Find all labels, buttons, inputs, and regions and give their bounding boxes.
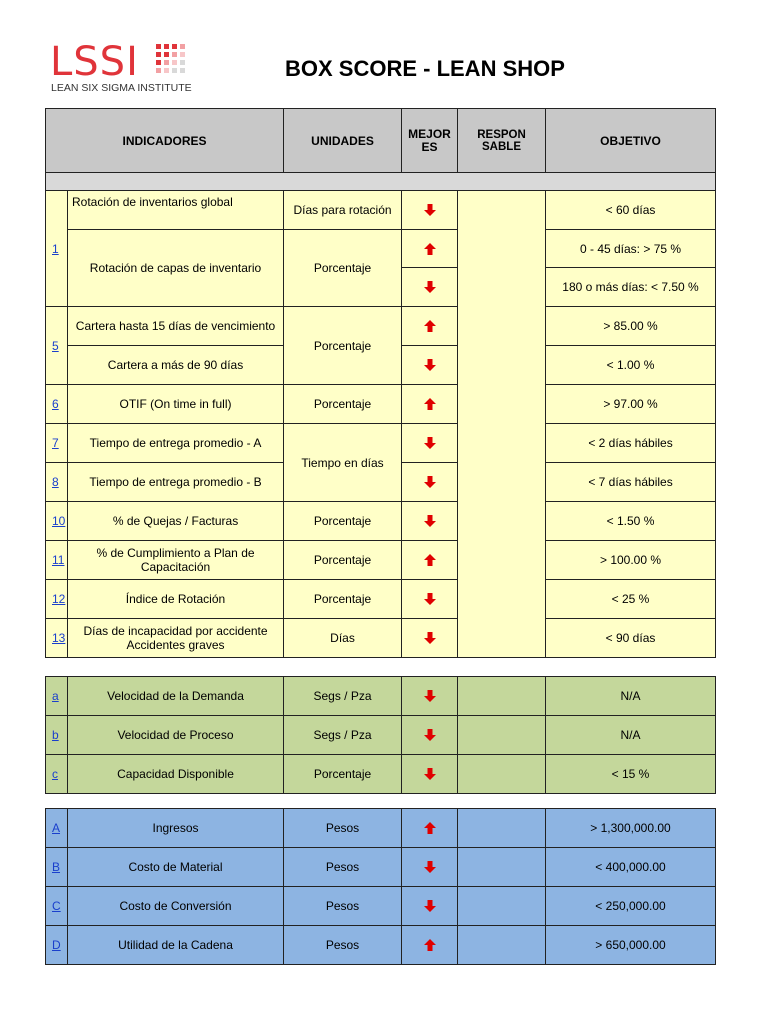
spacer-row [46, 173, 716, 191]
indicator-name: Ingresos [68, 809, 284, 848]
up-arrow-icon [423, 319, 437, 333]
indicator-name: Velocidad de la Demanda [68, 677, 284, 716]
indicator-name: Tiempo de entrega promedio - B [68, 463, 284, 502]
table-row [46, 809, 716, 848]
indicator-name: Cartera hasta 15 días de vencimiento [68, 307, 284, 346]
responsable-cell[interactable] [458, 887, 546, 926]
arrow-cell [402, 268, 458, 307]
arrow-cell [402, 463, 458, 502]
unit-cell: Porcentaje [284, 755, 402, 794]
responsable-cell[interactable] [458, 755, 546, 794]
indicator-number[interactable] [46, 926, 68, 965]
arrow-cell [402, 307, 458, 346]
up-arrow-icon [423, 938, 437, 952]
col-header-indicadores: INDICADORES [46, 109, 284, 173]
indicator-name: % de Quejas / Facturas [68, 502, 284, 541]
unit-cell: Segs / Pza [284, 677, 402, 716]
col-header-mejor-es: MEJOR ES [402, 109, 458, 173]
box-score-table [45, 108, 716, 658]
indicator-number[interactable] [46, 619, 68, 658]
objective-cell: 0 - 45 días: > 75 % [546, 230, 716, 268]
indicator-link[interactable]: 1 [52, 241, 59, 256]
responsable-cell[interactable] [458, 677, 546, 716]
lssi-logo [50, 39, 192, 100]
unit-cell: Porcentaje [284, 580, 402, 619]
operational-table [45, 676, 716, 794]
table-row [46, 755, 716, 794]
objective-cell: < 90 días [546, 619, 716, 658]
indicator-number[interactable] [46, 502, 68, 541]
indicator-link[interactable]: 10 [52, 514, 66, 528]
unit-cell: Pesos [284, 926, 402, 965]
indicator-name: Tiempo de entrega promedio - A [68, 424, 284, 463]
objective-cell: < 60 días [546, 191, 716, 230]
responsable-cell[interactable] [458, 716, 546, 755]
indicator-link[interactable]: 8 [52, 475, 59, 489]
objective-cell: < 15 % [546, 755, 716, 794]
objective-cell: N/A [546, 716, 716, 755]
indicator-link[interactable]: D [52, 938, 61, 952]
down-arrow-icon [423, 899, 437, 913]
down-arrow-icon [423, 358, 437, 372]
arrow-cell [402, 424, 458, 463]
objective-cell: < 25 % [546, 580, 716, 619]
financial-table [45, 808, 716, 965]
unit-cell: Pesos [284, 887, 402, 926]
up-arrow-icon [423, 821, 437, 835]
objective-cell: < 250,000.00 [546, 887, 716, 926]
up-arrow-icon [423, 242, 437, 256]
table-row [46, 502, 716, 541]
down-arrow-icon [423, 728, 437, 742]
down-arrow-icon [423, 631, 437, 645]
table-row [46, 926, 716, 965]
unit-cell: Tiempo en días [284, 424, 402, 502]
indicator-link[interactable]: b [52, 728, 59, 742]
table-row [46, 619, 716, 658]
indicator-name: Rotación de inventarios global [68, 191, 284, 230]
arrow-cell [402, 580, 458, 619]
indicator-link[interactable]: 5 [52, 338, 59, 353]
objective-cell: < 400,000.00 [546, 848, 716, 887]
indicator-number[interactable] [46, 848, 68, 887]
table-row [46, 716, 716, 755]
indicator-name: Rotación de capas de inventario [68, 230, 284, 307]
indicator-name: Costo de Conversión [68, 887, 284, 926]
unit-cell: Porcentaje [284, 541, 402, 580]
indicator-link[interactable]: 7 [52, 436, 59, 450]
unit-cell: Porcentaje [284, 385, 402, 424]
unit-cell: Porcentaje [284, 307, 402, 385]
up-arrow-icon [423, 553, 437, 567]
objective-cell: > 100.00 % [546, 541, 716, 580]
logo-subtitle: LEAN SIX SIGMA INSTITUTE [51, 82, 192, 94]
arrow-cell [402, 677, 458, 716]
arrow-cell [402, 716, 458, 755]
indicator-link[interactable]: 6 [52, 397, 59, 411]
arrow-cell [402, 755, 458, 794]
indicator-number[interactable] [46, 463, 68, 502]
indicator-name: Capacidad Disponible [68, 755, 284, 794]
indicator-name: Días de incapacidad por accidente Accidentes graves [68, 619, 284, 658]
indicator-name: OTIF (On time in full) [68, 385, 284, 424]
down-arrow-icon [423, 475, 437, 489]
arrow-cell [402, 346, 458, 385]
col-header-responsable: RESPON SABLE [458, 109, 546, 173]
objective-cell: N/A [546, 677, 716, 716]
arrow-cell [402, 191, 458, 230]
indicator-number[interactable] [46, 541, 68, 580]
unit-cell: Porcentaje [284, 230, 402, 307]
indicator-number[interactable] [46, 307, 68, 385]
arrow-cell [402, 926, 458, 965]
indicator-number[interactable] [46, 191, 68, 307]
logo-dot-grid-icon [156, 44, 186, 78]
table-row [46, 541, 716, 580]
table-row [46, 677, 716, 716]
responsable-cell[interactable] [458, 191, 546, 658]
table-row [46, 307, 716, 346]
down-arrow-icon [423, 203, 437, 217]
responsable-cell[interactable] [458, 926, 546, 965]
indicator-link[interactable]: 11 [52, 553, 65, 567]
table-row [46, 580, 716, 619]
unit-cell: Porcentaje [284, 502, 402, 541]
table-header-row [46, 109, 716, 173]
page-title: BOX SCORE - LEAN SHOP [285, 56, 565, 81]
arrow-cell [402, 385, 458, 424]
arrow-cell [402, 541, 458, 580]
arrow-cell [402, 230, 458, 268]
indicator-link[interactable]: 12 [52, 592, 66, 606]
arrow-cell [402, 848, 458, 887]
logo-text: LSSI [50, 39, 139, 85]
indicator-link[interactable]: C [52, 899, 61, 913]
col-header-unidades: UNIDADES [284, 109, 402, 173]
indicator-number[interactable] [46, 755, 68, 794]
indicator-name: Velocidad de Proceso [68, 716, 284, 755]
table-row [46, 424, 716, 463]
responsable-cell[interactable] [458, 809, 546, 848]
arrow-cell [402, 502, 458, 541]
table-row [46, 887, 716, 926]
unit-cell: Pesos [284, 809, 402, 848]
table-row [46, 191, 716, 230]
indicator-number[interactable] [46, 887, 68, 926]
up-arrow-icon [423, 397, 437, 411]
table-row [46, 385, 716, 424]
indicator-name: Utilidad de la Cadena [68, 926, 284, 965]
indicator-link[interactable]: 13 [52, 631, 66, 645]
responsable-cell[interactable] [458, 848, 546, 887]
arrow-cell [402, 809, 458, 848]
objective-cell: 180 o más días: < 7.50 % [546, 268, 716, 307]
objective-cell: > 1,300,000.00 [546, 809, 716, 848]
indicator-name: % de Cumplimiento a Plan de Capacitación [68, 541, 284, 580]
down-arrow-icon [423, 592, 437, 606]
unit-cell: Días para rotación [284, 191, 402, 230]
objective-cell: > 85.00 % [546, 307, 716, 346]
objective-cell: > 650,000.00 [546, 926, 716, 965]
indicator-number[interactable] [46, 385, 68, 424]
indicator-name: Índice de Rotación [68, 580, 284, 619]
objective-cell: < 7 días hábiles [546, 463, 716, 502]
indicator-number[interactable] [46, 424, 68, 463]
col-header-objetivo: OBJETIVO [546, 109, 716, 173]
down-arrow-icon [423, 767, 437, 781]
arrow-cell [402, 887, 458, 926]
objective-cell: > 97.00 % [546, 385, 716, 424]
indicator-link[interactable]: B [52, 860, 61, 874]
unit-cell: Pesos [284, 848, 402, 887]
indicator-link[interactable]: A [52, 821, 61, 835]
objective-cell: < 2 días hábiles [546, 424, 716, 463]
indicator-number[interactable] [46, 809, 68, 848]
down-arrow-icon [423, 689, 437, 703]
indicator-number[interactable] [46, 677, 68, 716]
unit-cell: Días [284, 619, 402, 658]
table-row [46, 848, 716, 887]
table-row [46, 230, 716, 268]
arrow-cell [402, 619, 458, 658]
objective-cell: < 1.00 % [546, 346, 716, 385]
indicator-link[interactable]: a [52, 689, 59, 703]
indicator-number[interactable] [46, 716, 68, 755]
down-arrow-icon [423, 860, 437, 874]
down-arrow-icon [423, 280, 437, 294]
indicator-number[interactable] [46, 580, 68, 619]
objective-cell: < 1.50 % [546, 502, 716, 541]
indicator-name: Costo de Material [68, 848, 284, 887]
indicator-link[interactable]: c [52, 767, 58, 781]
indicator-name: Cartera a más de 90 días [68, 346, 284, 385]
down-arrow-icon [423, 436, 437, 450]
unit-cell: Segs / Pza [284, 716, 402, 755]
down-arrow-icon [423, 514, 437, 528]
